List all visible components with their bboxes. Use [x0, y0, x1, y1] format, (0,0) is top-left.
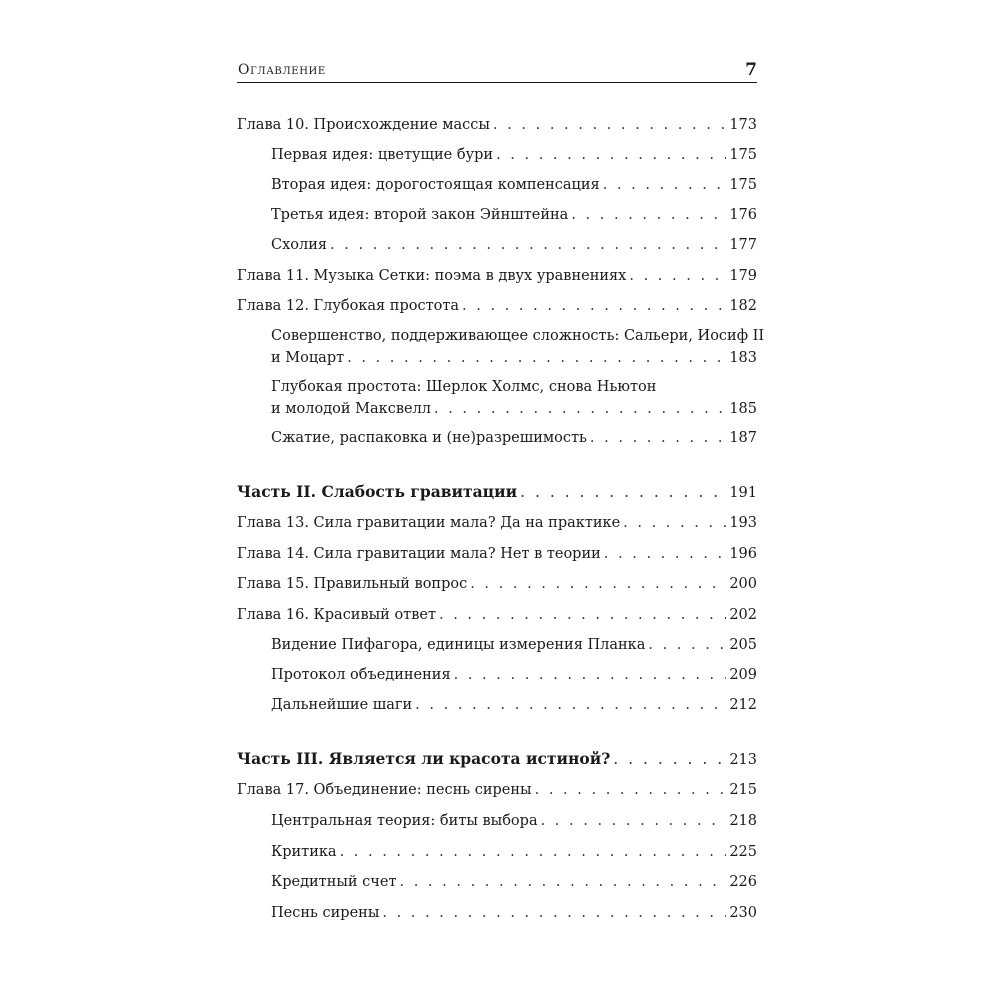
toc-entry-section[interactable]	[271, 174, 757, 196]
toc-entry-chapter-14[interactable]	[237, 543, 757, 565]
toc-entry-part-2[interactable]	[237, 481, 757, 503]
entry-page: 209	[729, 667, 757, 683]
leader-dots	[470, 573, 726, 595]
entry-title: Часть III. Является ли красота истиной?	[237, 749, 611, 768]
entry-title: Первая идея: цветущие бури	[271, 147, 494, 163]
toc-entry-section[interactable]	[271, 664, 757, 686]
toc-entry-section[interactable]	[271, 234, 757, 256]
toc-entry-section[interactable]	[271, 427, 757, 449]
toc-entry-part-3[interactable]	[237, 748, 757, 770]
entry-page: 225	[729, 844, 757, 860]
entry-page: 205	[729, 637, 757, 653]
entry-title-line-1: Совершенство, поддерживающее сложность: Сальери, Иосиф II	[271, 328, 765, 344]
leader-dots	[454, 664, 727, 686]
table-of-contents	[237, 0, 765, 1000]
entry-page: 185	[729, 401, 757, 417]
entry-page: 177	[729, 237, 757, 253]
entry-title: и молодой Максвелл	[271, 401, 431, 417]
entry-page: 213	[729, 752, 757, 768]
entry-page: 202	[729, 607, 757, 623]
toc-entry-section[interactable]	[271, 694, 757, 716]
leader-dots	[415, 694, 726, 716]
entry-title: Глава 13. Сила гравитации мала? Да на практике	[237, 515, 621, 531]
toc-entry-section[interactable]	[271, 204, 757, 226]
entry-page: 226	[729, 874, 757, 890]
toc-entry-section[interactable]	[271, 325, 765, 371]
leader-dots	[347, 347, 726, 369]
leader-dots	[382, 902, 726, 924]
leader-dots	[604, 543, 727, 565]
entry-title: Третья идея: второй закон Эйнштейна	[271, 207, 569, 223]
leader-dots	[541, 810, 727, 832]
entry-title: Центральная теория: биты выбора	[271, 813, 538, 829]
leader-dots	[400, 871, 727, 893]
toc-entry-chapter-11[interactable]	[237, 265, 757, 287]
leader-dots	[493, 114, 726, 136]
entry-page: 183	[729, 350, 757, 366]
toc-entry-chapter-17[interactable]	[237, 779, 757, 801]
entry-title: Протокол объединения	[271, 667, 451, 683]
leader-dots	[571, 204, 726, 226]
toc-entry-chapter-12[interactable]	[237, 295, 757, 317]
toc-entry-section[interactable]	[271, 810, 757, 832]
entry-page: 191	[729, 485, 757, 501]
leader-dots	[623, 512, 726, 534]
entry-title: Песнь сирены	[271, 905, 380, 921]
entry-page: 182	[729, 298, 757, 314]
leader-dots	[629, 265, 726, 287]
entry-page: 193	[729, 515, 757, 531]
toc-entry-chapter-10[interactable]	[237, 114, 757, 136]
leader-dots	[648, 634, 726, 656]
leader-dots	[330, 234, 726, 256]
entry-page: 176	[729, 207, 757, 223]
entry-title: Глава 16. Красивый ответ	[237, 607, 436, 623]
entry-page: 175	[729, 147, 757, 163]
leader-dots	[613, 748, 726, 770]
leader-dots	[603, 174, 727, 196]
entry-title: Глава 12. Глубокая простота	[237, 298, 460, 314]
leader-dots	[340, 841, 727, 863]
toc-entry-section[interactable]	[271, 902, 757, 924]
entry-page: 196	[729, 546, 757, 562]
entry-title: Дальнейшие шаги	[271, 697, 413, 713]
entry-page: 212	[729, 697, 757, 713]
entry-title: Сжатие, распаковка и (не)разрешимость	[271, 430, 587, 446]
entry-page: 230	[729, 905, 757, 921]
entry-title: Глава 15. Правильный вопрос	[237, 576, 468, 592]
entry-page: 218	[729, 813, 757, 829]
entry-title: Критика	[271, 844, 337, 860]
entry-title: Вторая идея: дорогостоящая компенсация	[271, 177, 600, 193]
header-title: Оглавление	[238, 62, 326, 78]
toc-entry-section[interactable]	[271, 376, 757, 422]
entry-title: и Моцарт	[271, 350, 345, 366]
entry-title: Часть II. Слабость гравитации	[237, 482, 518, 501]
entry-page: 175	[729, 177, 757, 193]
toc-entry-section[interactable]	[271, 871, 757, 893]
entry-title-line-1: Глубокая простота: Шерлок Холмс, снова Ньютон	[271, 379, 657, 395]
leader-dots	[590, 427, 726, 449]
leader-dots	[535, 779, 727, 801]
entry-title: Схолия	[271, 237, 328, 253]
leader-dots	[439, 604, 726, 626]
entry-title: Глава 17. Объединение: песнь сирены	[237, 782, 532, 798]
entry-title: Кредитный счет	[271, 874, 397, 890]
entry-page: 179	[729, 268, 757, 284]
entry-title: Видение Пифагора, единицы измерения Планка	[271, 637, 646, 653]
toc-entry-section[interactable]	[271, 634, 757, 656]
leader-dots	[434, 398, 726, 420]
toc-entry-chapter-13[interactable]	[237, 512, 757, 534]
entry-title: Глава 14. Сила гравитации мала? Нет в теории	[237, 546, 601, 562]
toc-entry-section[interactable]	[271, 841, 757, 863]
entry-page: 215	[729, 782, 757, 798]
entry-page: 200	[729, 576, 757, 592]
leader-dots	[496, 144, 726, 166]
entry-title: Глава 11. Музыка Сетки: поэма в двух уравнениях	[237, 268, 627, 284]
header-page-number: 7	[745, 60, 757, 80]
toc-entry-section[interactable]	[271, 144, 757, 166]
toc-entry-chapter-15[interactable]	[237, 573, 757, 595]
entry-title: Глава 10. Происхождение массы	[237, 117, 490, 133]
toc-entry-chapter-16[interactable]	[237, 604, 757, 626]
entry-page: 187	[729, 430, 757, 446]
entry-page: 173	[729, 117, 757, 133]
leader-dots	[462, 295, 726, 317]
leader-dots	[520, 481, 726, 503]
